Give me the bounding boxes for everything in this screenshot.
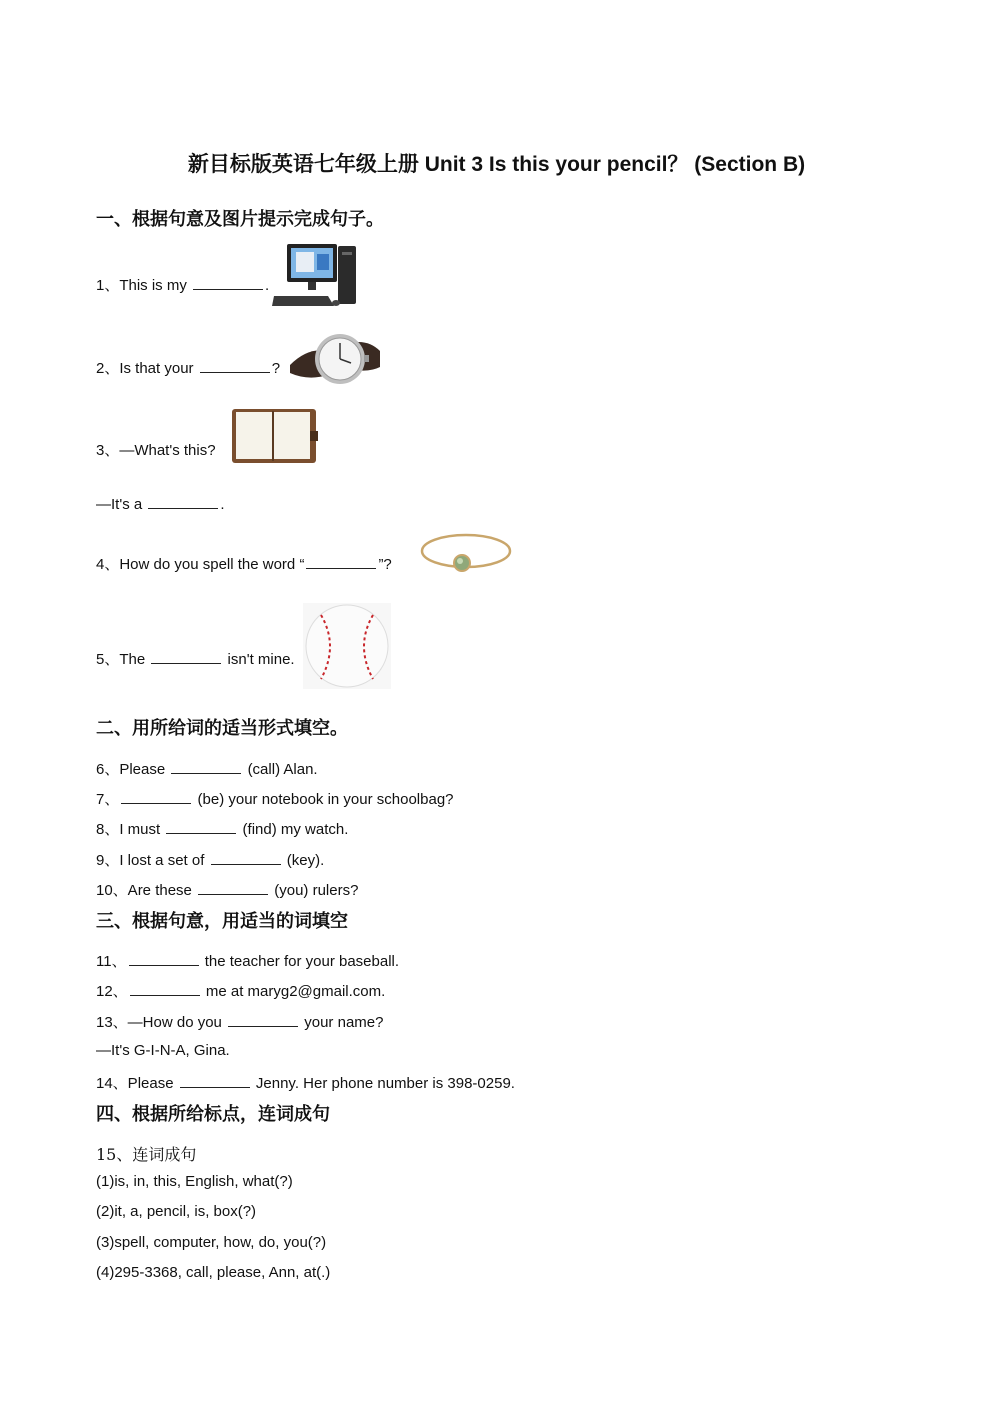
watch-picture	[288, 325, 384, 387]
answer-blank[interactable]	[211, 852, 281, 865]
question-3: 3、—What's this?	[96, 442, 216, 459]
question-2-text: 2、Is that your	[96, 360, 194, 377]
answer-blank[interactable]	[166, 821, 236, 834]
question-2	[96, 357, 280, 378]
answer-blank[interactable]	[129, 953, 199, 966]
section-2-heading: 二、用所给词的适当形式填空。	[96, 718, 348, 739]
question-11	[96, 950, 399, 971]
question-3-answer	[96, 496, 225, 513]
answer-blank[interactable]	[148, 496, 218, 509]
question-9-hint: (key).	[286, 852, 325, 869]
question-9	[96, 849, 324, 870]
question-10-hint: (you) rulers?	[274, 882, 359, 899]
question-14-text: 14、Please	[96, 1075, 174, 1092]
answer-blank[interactable]	[306, 556, 376, 569]
answer-blank[interactable]	[130, 983, 200, 996]
question-2-punct: ?	[271, 360, 281, 377]
question-6-text: 6、Please	[96, 761, 166, 778]
question-13-answer: —It's G-I-N-A, Gina.	[96, 1042, 230, 1059]
question-1	[96, 274, 269, 295]
question-12-post: me at maryg2@gmail.com.	[205, 983, 386, 1000]
question-15-item-2: (2)it, a, pencil, is, box(?)	[96, 1203, 257, 1220]
question-11-text: 11、	[96, 953, 127, 970]
question-15-item-3: (3)spell, computer, how, do, you(?)	[96, 1234, 327, 1251]
page-title: 新目标版英语七年级上册 Unit 3 Is this your pencil？ (Section B)	[187, 153, 806, 176]
answer-blank[interactable]	[180, 1075, 250, 1088]
question-5-post: isn't mine.	[227, 651, 295, 668]
question-6-hint: (call) Alan.	[247, 761, 318, 778]
question-5-text: 5、The	[96, 651, 146, 668]
question-4-text: 4、How do you spell the word “	[96, 556, 305, 573]
section-4-heading: 四、根据所给标点，连词成句	[96, 1104, 330, 1125]
question-15-heading: 15、连词成句	[96, 1145, 197, 1164]
question-7-hint: (be) your notebook in your schoolbag?	[197, 791, 454, 808]
section-1-heading: 一、根据句意及图片提示完成句子。	[96, 209, 384, 230]
answer-blank[interactable]	[200, 360, 270, 373]
notebook-picture	[230, 407, 320, 465]
question-4-punct: ”?	[378, 556, 392, 573]
question-14-post: Jenny. Her phone number is 398-0259.	[255, 1075, 515, 1092]
question-9-text: 9、I lost a set of	[96, 852, 205, 869]
answer-blank[interactable]	[193, 277, 263, 290]
question-7	[96, 788, 454, 809]
computer-picture	[272, 240, 360, 310]
question-11-post: the teacher for your baseball.	[204, 953, 400, 970]
question-1-text: 1、This is my	[96, 277, 187, 294]
question-3-answer-text: —It's a	[96, 496, 143, 513]
baseball-picture	[303, 603, 391, 689]
question-13-post: your name?	[304, 1014, 384, 1031]
question-12	[96, 980, 385, 1001]
answer-blank[interactable]	[198, 882, 268, 895]
question-12-text: 12、	[96, 983, 128, 1000]
question-13	[96, 1011, 383, 1032]
answer-blank[interactable]	[171, 761, 241, 774]
question-14	[96, 1072, 515, 1093]
question-8	[96, 818, 348, 839]
question-6	[96, 758, 318, 779]
answer-blank[interactable]	[151, 651, 221, 664]
question-3-punct: .	[220, 496, 225, 513]
question-7-text: 7、	[96, 791, 120, 808]
question-8-hint: (find) my watch.	[242, 821, 349, 838]
question-10-text: 10、Are these	[96, 882, 192, 899]
question-10	[96, 879, 358, 900]
question-4	[96, 553, 392, 574]
question-1-punct: .	[265, 277, 270, 294]
question-8-text: 8、I must	[96, 821, 161, 838]
question-13-text: 13、—How do you	[96, 1014, 222, 1031]
question-15-item-1: (1)is, in, this, English, what(?)	[96, 1173, 293, 1190]
question-5	[96, 648, 295, 669]
section-3-heading: 三、根据句意，用适当的词填空	[96, 911, 348, 932]
question-15-item-4: (4)295-3368, call, please, Ann, at(.)	[96, 1264, 331, 1281]
answer-blank[interactable]	[121, 791, 191, 804]
ring-picture	[416, 523, 514, 581]
answer-blank[interactable]	[228, 1014, 298, 1027]
